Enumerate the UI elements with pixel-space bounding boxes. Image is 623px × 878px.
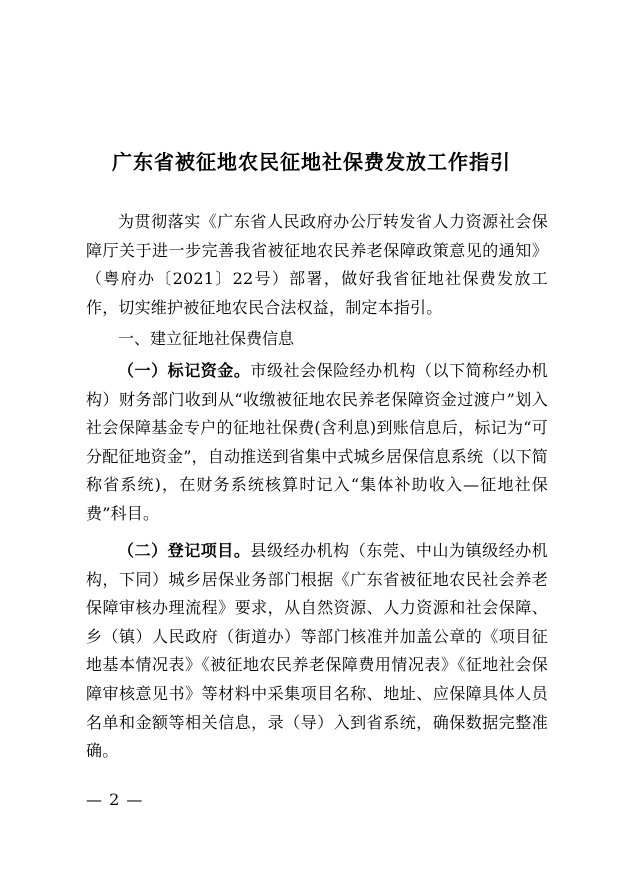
- item-1-lead: （一）标记资金。: [118, 361, 251, 380]
- page-number: — 2 —: [86, 790, 144, 809]
- item-1-paragraph: [86, 357, 548, 529]
- item-2-lead: （二）登记项目。: [118, 541, 251, 560]
- item-1-text: 市级社会保险经办机构（以下简称经办机构）财务部门收到从“收缴被征地农民养老保障资金过渡户”划入社会保障基金专户的征地社保费(含利息)到账信息后，标记为“可分配征地资金”，自动推送到省集中式城乡居保信息系统（以下简称省系统)，在财务系统核算时记入“集体补助收入—征地社保费”科目。: [86, 361, 548, 523]
- section-heading: 一、建立征地社保费信息: [118, 329, 295, 348]
- document-title: 广东省被征地农民征地社保费发放工作指引: [112, 150, 511, 174]
- intro-paragraph: 为贯彻落实《广东省人民政府办公厅转发省人力资源社会保障厅关于进一步完善我省被征地农民养老保障政策意见的通知》（粤府办〔2021〕22号）部署，做好我省征地社保费发放工作，切实维护被征地农民合法权益，制定本指引。: [86, 212, 548, 317]
- item-2-paragraph: [86, 537, 548, 766]
- item-2-text: 县级经办机构（东莞、中山为镇级经办机构，下同）城乡居保业务部门根据《广东省被征地农民社会养老保障审核办理流程》要求，从自然资源、人力资源和社会保障、乡（镇）人民政府（街道办）等部门核准并加盖公章的《项目征地基本情况表》《被征地农民养老保障费用情况表》《征地社会保障审核意见书》等材料中采集项目名称、地址、应保障具体人员名单和金额等相关信息，录（导）入到省系统，确保数据完整准确。: [86, 541, 548, 761]
